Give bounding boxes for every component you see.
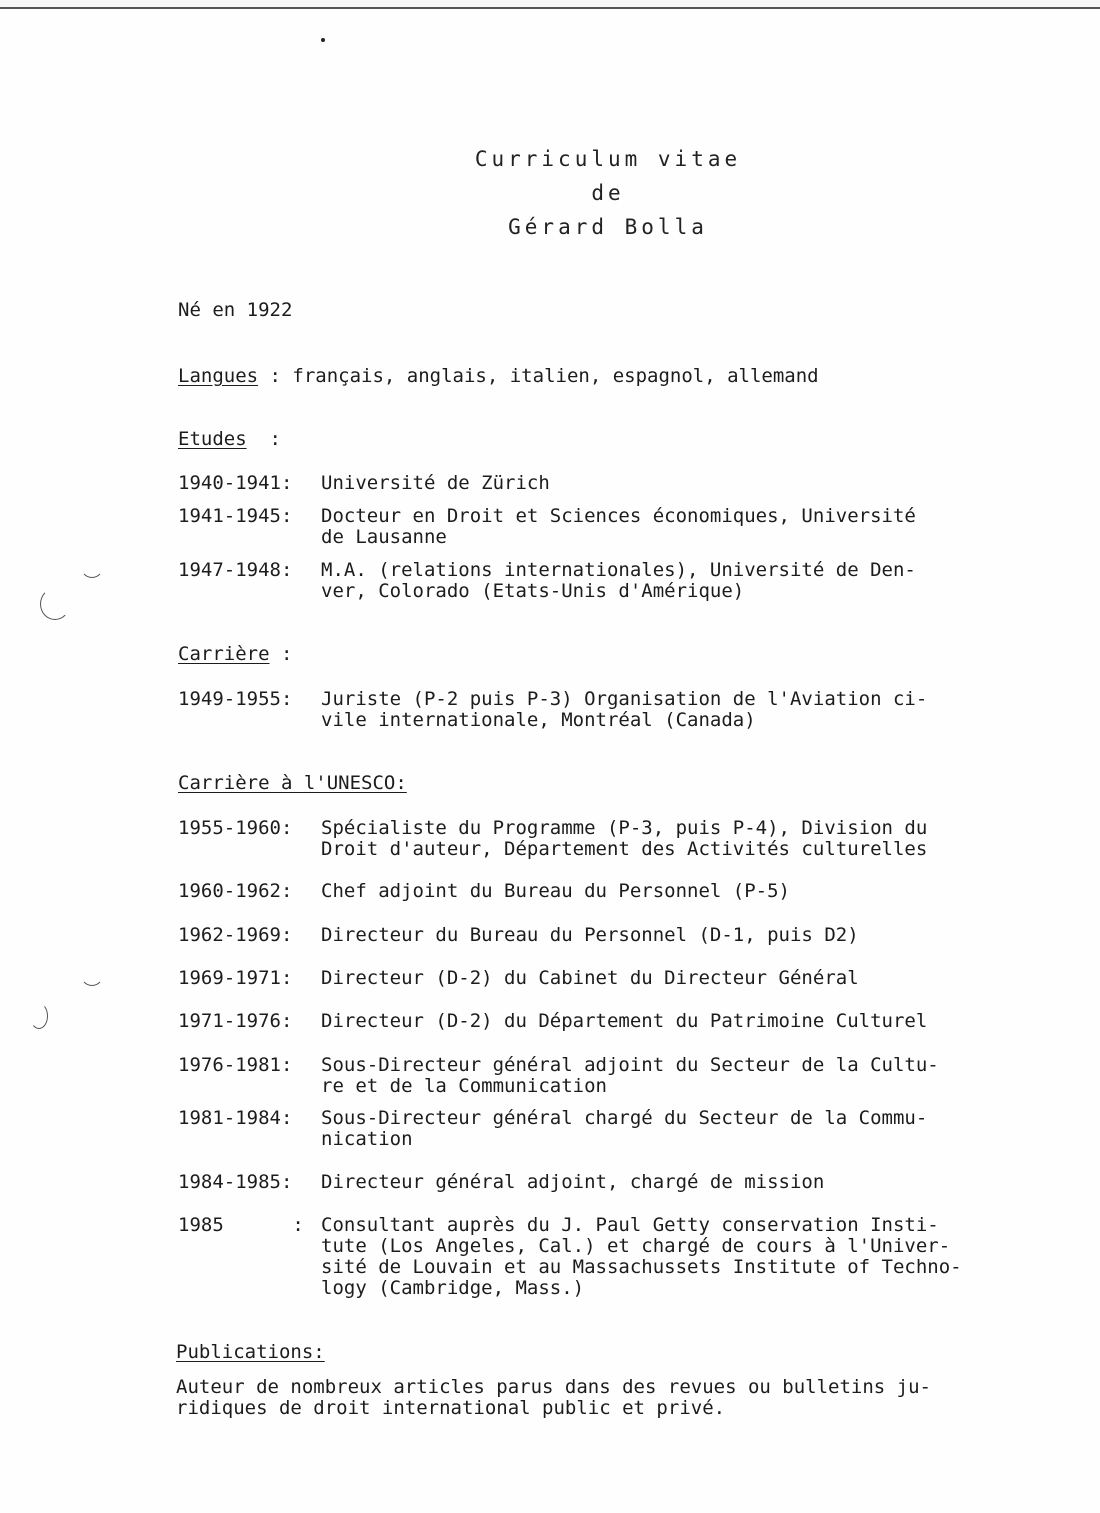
- studies-heading-line: [178, 429, 281, 450]
- title-line-1: Curriculum vitae: [474, 147, 742, 171]
- entry-text: Directeur (D-2) du Cabinet du Directeur Général: [321, 967, 859, 989]
- entry-date: 1949-1955:: [178, 688, 293, 710]
- margin-mark: [40, 588, 70, 620]
- career-heading: Carrière: [178, 643, 270, 665]
- entry-date: 1947-1948:: [178, 559, 293, 581]
- languages-value: français, anglais, italien, espagnol, allemand: [292, 365, 819, 387]
- entry-text: Consultant auprès du J. Paul Getty conservation Insti- tute (Los Angeles, Cal.) et chargé de cours à l'Univer- sité de Louvain et au Massachussets Institute of Techno- logy (Cambridge, Mass.): [321, 1214, 962, 1299]
- entry-text: Docteur en Droit et Sciences économiques, Université de Lausanne: [321, 505, 916, 548]
- entry-date: 1969-1971:: [178, 967, 293, 989]
- entry-text: M.A. (relations internationales), Université de Den- ver, Colorado (Etats-Unis d'Amérique): [321, 559, 916, 602]
- languages-line: [178, 366, 819, 387]
- entry-text: Juriste (P-2 puis P-3) Organisation de l'Aviation ci- vile internationale, Montréal (Canada): [321, 688, 928, 731]
- publications-text: Auteur de nombreux articles parus dans des revues ou bulletins ju- ridiques de droit international public et privé.: [176, 1376, 931, 1419]
- entry-date: 1960-1962:: [178, 880, 293, 902]
- entry-date: 1981-1984:: [178, 1107, 293, 1129]
- entry-date: 1984-1985:: [178, 1171, 293, 1193]
- entry-date: 1955-1960:: [178, 817, 293, 839]
- publications-heading: Publications:: [176, 1341, 325, 1363]
- title-line-3: Gérard Bolla: [508, 215, 708, 239]
- entry-date: 1976-1981:: [178, 1054, 293, 1076]
- entry-text: Directeur du Bureau du Personnel (D-1, puis D2): [321, 924, 859, 946]
- margin-mark: [30, 1003, 48, 1029]
- ink-speck: [321, 38, 325, 42]
- margin-mark: [80, 960, 104, 986]
- languages-separator: :: [258, 365, 293, 387]
- birth-line: Né en 1922: [178, 299, 293, 321]
- entry-date: 1971-1976:: [178, 1010, 293, 1032]
- languages-label: Langues: [178, 365, 259, 387]
- career-heading-line: [178, 644, 292, 665]
- entry-date: 1962-1969:: [178, 924, 293, 946]
- title-line-2: de: [591, 181, 625, 205]
- document-title: [0, 142, 1100, 244]
- margin-mark: [80, 552, 104, 578]
- entry-text: Directeur (D-2) du Département du Patrimoine Culturel: [321, 1010, 928, 1032]
- entry-text: Directeur général adjoint, chargé de mission: [321, 1171, 825, 1193]
- entry-date: 1941-1945:: [178, 505, 293, 527]
- page-top-edge: [0, 0, 1100, 9]
- entry-date: 1940-1941:: [178, 472, 293, 494]
- entry-text: Sous-Directeur général chargé du Secteur de la Commu- nication: [321, 1107, 928, 1150]
- entry-text: Sous-Directeur général adjoint du Secteur de la Cultu- re et de la Communication: [321, 1054, 939, 1097]
- entry-date: 1985 :: [178, 1214, 304, 1236]
- entry-text: Université de Zürich: [321, 472, 550, 494]
- entry-text: Spécialiste du Programme (P-3, puis P-4), Division du Droit d'auteur, Département des Activités culturelles: [321, 817, 928, 860]
- career-heading-suffix: :: [269, 643, 293, 665]
- studies-heading-suffix: :: [246, 428, 281, 450]
- entry-text: Chef adjoint du Bureau du Personnel (P-5): [321, 880, 790, 902]
- studies-heading: Etudes: [178, 428, 247, 450]
- unesco-heading: Carrière à l'UNESCO:: [178, 772, 407, 794]
